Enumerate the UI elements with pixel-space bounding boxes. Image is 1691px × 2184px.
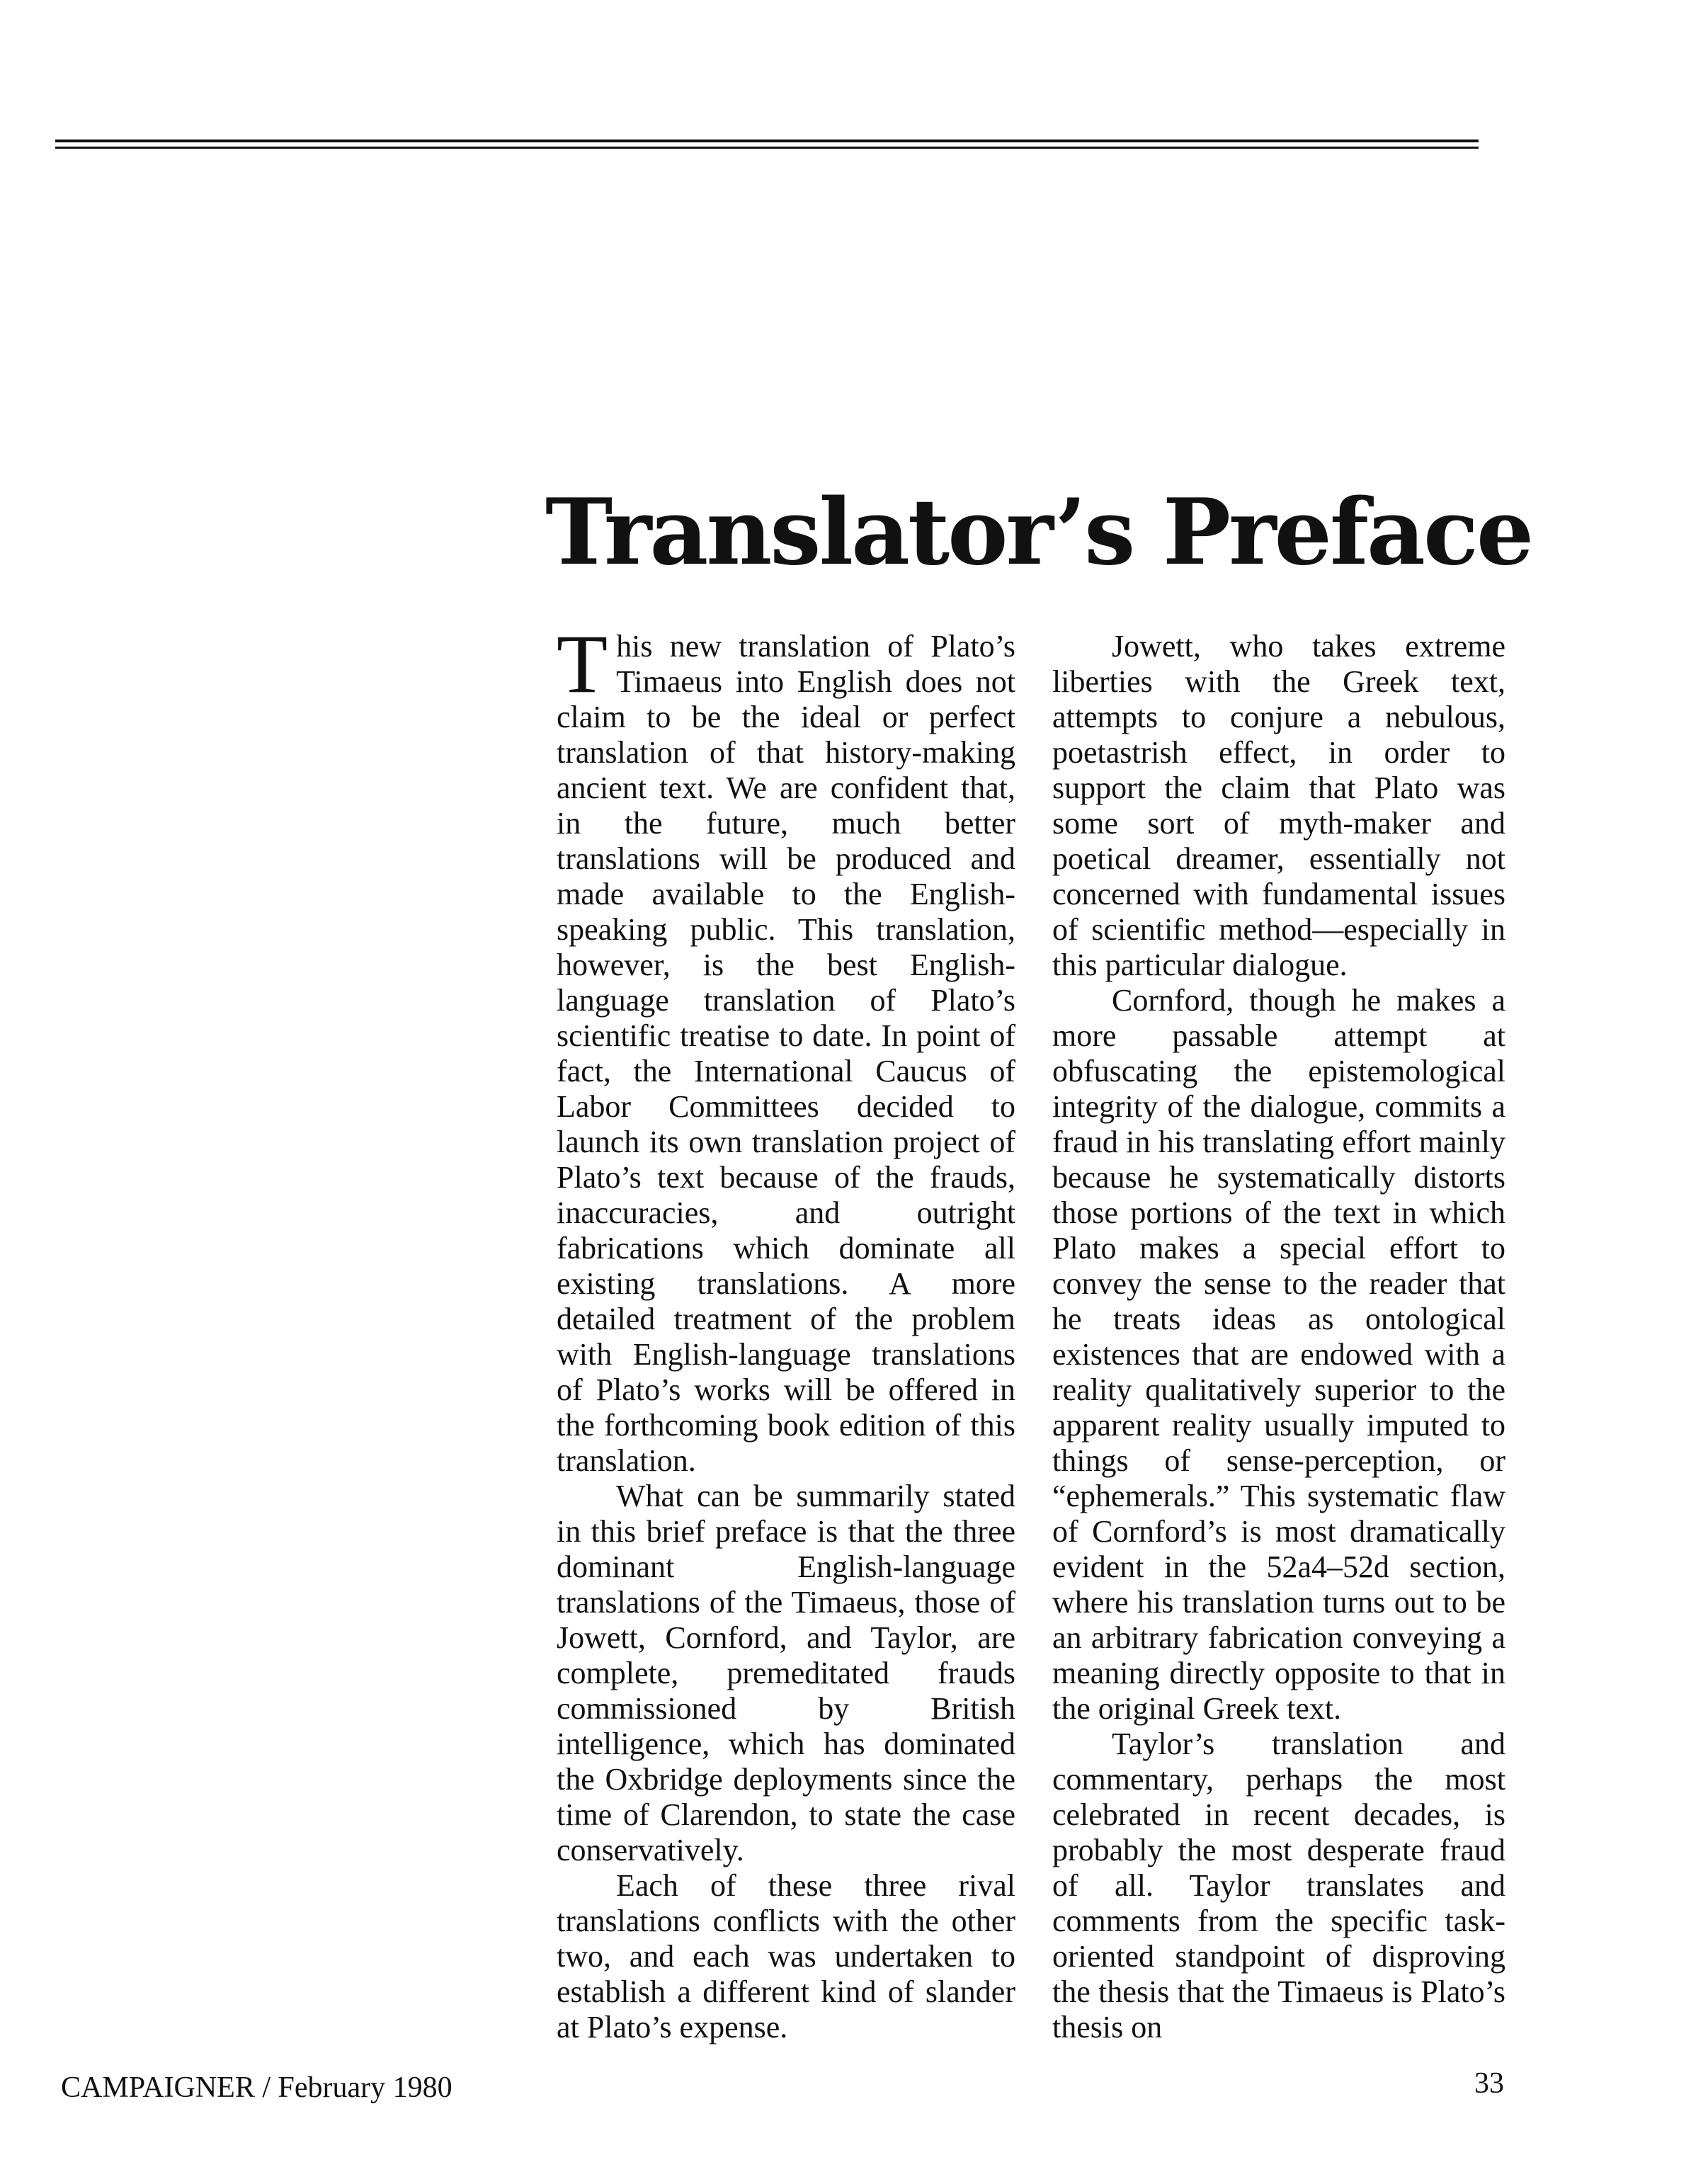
- right-paragraph-2: Cornford, though he makes a more passable attempt at obfuscating the epistemological integrity of the dialogue, commits a fraud in his translating effort mainly because he systematically distorts those portions of the text in which Plato makes a special effort to convey the sense to the reader that he treats ideas as ontological existences that are endowed with a reality qualitatively superior to the apparent reality usually imputed to things of sense-perception, or “ephemerals.” This systematic flaw of Cornford’s is most dramatically evident in the 52a4–52d section, where his translation turns out to be an arbitrary fabrication conveying a meaning directly opposite to that in the original Greek text.: [1052, 983, 1505, 1726]
- top-double-rule: [55, 140, 1479, 149]
- article-title: Translator’s Preface: [545, 479, 1532, 586]
- left-paragraph-2: What can be summarily stated in this brief preface is that the three dominant English-language translations of the Timaeus, those of Jowett, Cornford, and Taylor, are complete, premeditated frauds commissioned by British intelligence, which has dominated the Oxbridge deployments since the time of Clarendon, to state the case conservatively.: [557, 1479, 1015, 1867]
- right-column: [1052, 629, 1505, 2045]
- right-paragraph-3: Taylor’s translation and commentary, perhaps the most celebrated in recent decades, is probably the most desperate fraud of all. Taylor translates and comments from the specific task-oriented standpoint of disproving the thesis that the Timaeus is Plato’s thesis on: [1052, 1727, 1505, 2044]
- drop-cap: T: [557, 618, 608, 710]
- publication-footer: CAMPAIGNER / February 1980: [61, 2071, 452, 2104]
- left-column: [557, 618, 1015, 2045]
- left-paragraph-1: [557, 618, 1015, 1479]
- left-paragraph-3: Each of these three rival translations conflicts with the other two, and each was undertaken to establish a different kind of slander at Plato’s expense.: [557, 1868, 1015, 2044]
- right-paragraph-1: Jowett, who takes extreme liberties with the Greek text, attempts to conjure a nebulous, poetastrish effect, in order to support the claim that Plato was some sort of myth-maker and poetical dreamer, essentially not concerned with fundamental issues of scientific method—especially in this particular dialogue.: [1052, 629, 1505, 982]
- page-number: 33: [1474, 2067, 1504, 2100]
- left-paragraph-1-text: his new translation of Plato’s Timaeus into English does not claim to be the ideal or perfect translation of that history-making ancient text. We are confident that, in the future, much better translations will be produced and made available to the English-speaking public. This translation, however, is the best English-language translation of Plato’s scientific treatise to date. In point of fact, the International Caucus of Labor Committees decided to launch its own translation project of Plato’s text because of the frauds, inaccuracies, and outright fabrications which dominate all existing translations. A more detailed treatment of the problem with English-language translations of Plato’s works will be offered in the forthcoming book edition of this translation.: [557, 629, 1015, 1478]
